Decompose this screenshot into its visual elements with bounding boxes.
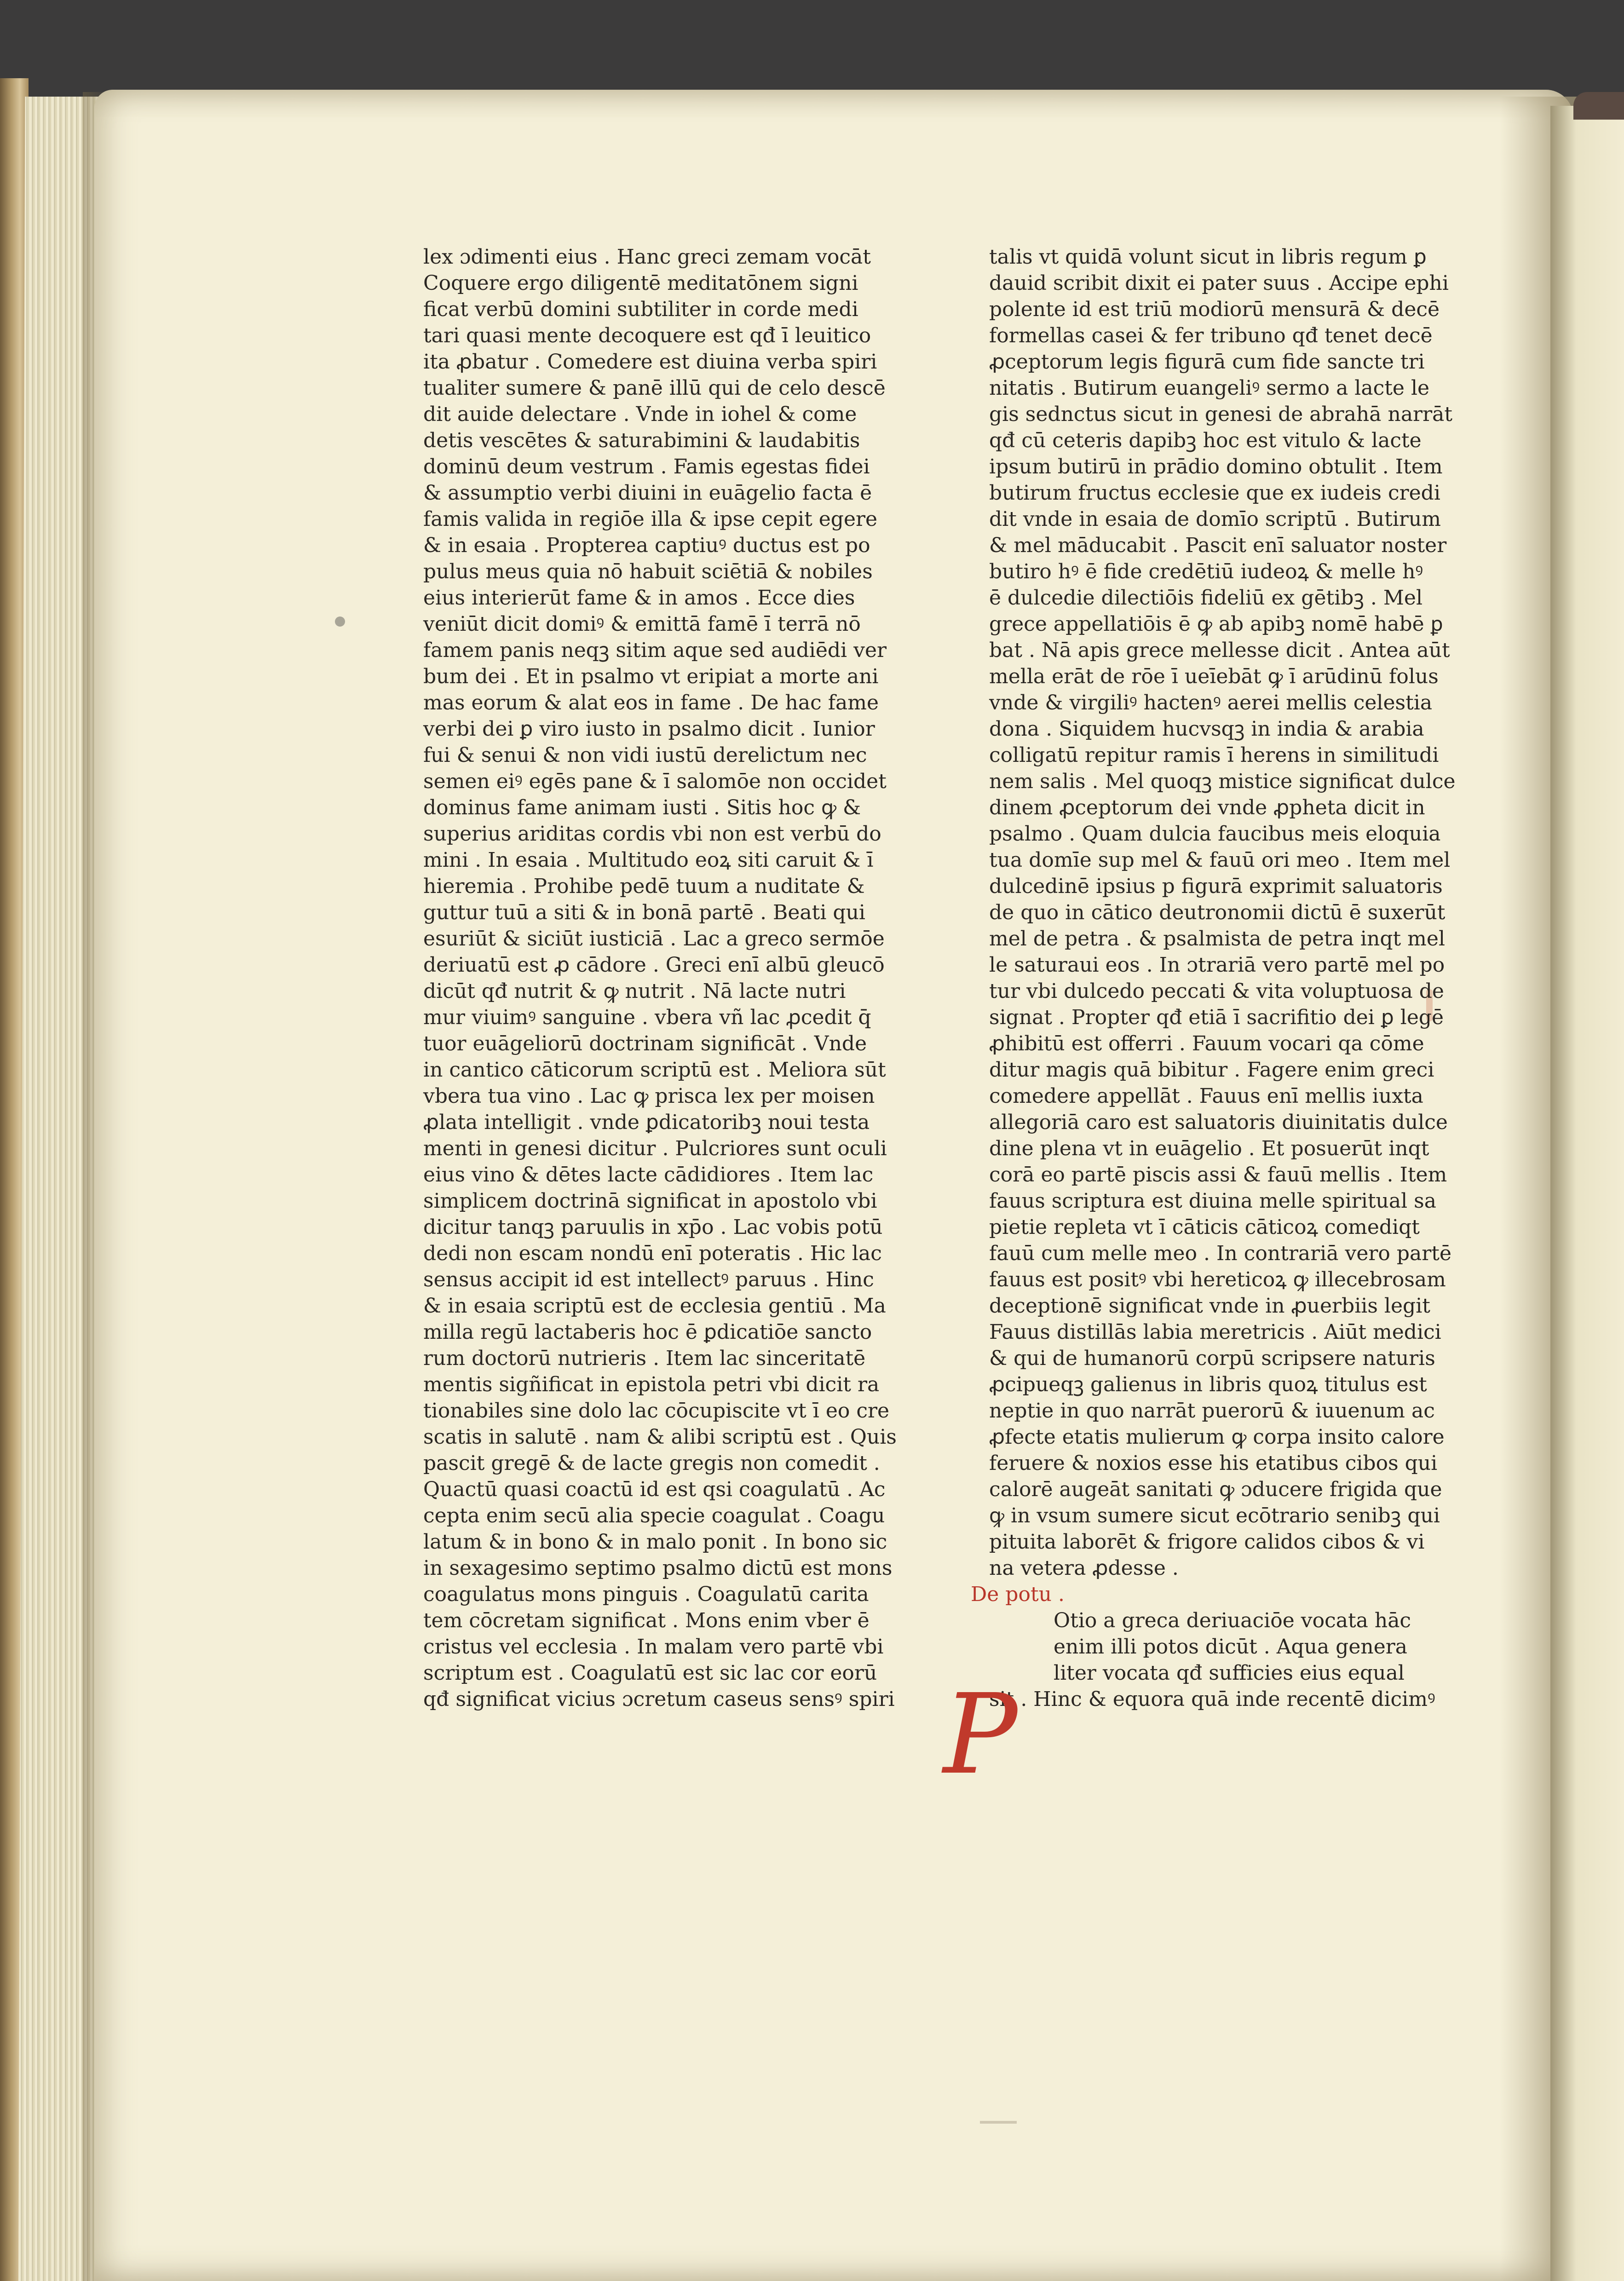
text-line: cristus vel ecclesia . In malam vero partē vbi [423,1635,884,1659]
text-line: signat . Propter qđ etiā ī sacrifitio dei ꝑ legē [989,1006,1444,1029]
text-line: dicūt qđ nutrit & ꝙ nutrit . Nā lacte nutri [423,979,846,1003]
text-line: dit auide delectare . Vnde in iohel & come [423,403,857,426]
text-line: mur viuimꝰ sanguine . vbera vñ lac ꝓcedit q̄ [423,1006,871,1029]
text-line: dedi non escam nondū enī poteratis . Hic lac [423,1242,882,1265]
text-line: neptie in quo narrāt puerorū & iuuenum ac [989,1399,1435,1423]
text-line: & in esaia scriptū est de ecclesia gentiū . Ma [423,1294,886,1318]
text-line: vnde & virgiliꝰ hactenꝰ aerei mellis celestia [989,691,1433,714]
text-line: feruere & noxios esse his etatibus cibos qui [989,1452,1438,1475]
text-line: fauus est positꝰ vbi hereticoꝝ ꝙ illecebrosam [989,1268,1446,1291]
text-line: Quactū quasi coactū id est qsi coagulatū . Ac [423,1478,886,1501]
text-line: hieremia . Prohibe pedē tuum a nuditate & [423,875,865,898]
text-line: allegoriā caro est saluatoris diuinitatis dulce [989,1111,1448,1134]
text-line: scriptum est . Coagulatū est sic lac cor eorū [423,1661,877,1685]
text-line: de quo in cātico deutronomii dictū ē suxerūt [989,901,1445,924]
text-line: eius interierūt fame & in amos . Ecce dies [423,586,855,610]
text-line: dine plena vt in euāgelio . Et posuerūt inqt [989,1137,1429,1160]
text-line: ꝓlata intelligit . vnde ꝑdicatoribꝫ noui testa [423,1111,870,1134]
text-line: deceptionē significat vnde in ꝓuerbiis legit [989,1294,1430,1318]
text-line: famem panis neqꝫ sitim aque sed audiēdi ver [423,639,887,662]
text-line: dicitur tanqꝫ paruulis in xp̄o . Lac vobis potū [423,1215,883,1239]
text-line: le saturaui eos . In ɔtrariā vero partē mel po [989,953,1445,977]
text-line: qđ significat vicius ɔcretum caseus sensꝰ spiri [423,1688,895,1711]
text-line: & mel māducabit . Pascit enī saluator noster [989,534,1447,557]
section-text-line: enim illi potos dicūt . Aqua genera [1054,1635,1408,1659]
text-line: butiro hꝰ ē fide credētiū iudeoꝝ & melle hꝰ [989,560,1423,583]
text-line: mentis sigñificat in epistola petri vbi dicit ra [423,1373,880,1396]
text-line: deriuatū est ꝓ cādore . Greci enī albū gleucō [423,953,885,977]
text-line: ꝓcipueqꝫ galienus in libris quoꝝ titulus est [989,1373,1427,1396]
text-line: mini . In esaia . Multitudo eoꝝ siti caruit & ī [423,848,874,872]
text-line: fauus scriptura est diuina melle spiritual sa [989,1189,1436,1213]
text-line: ditur magis quā bibitur . Fagere enim greci [989,1058,1434,1082]
text-line: grece appellatiōis ē ꝙ ab apibꝫ nomē habē ꝑ [989,612,1443,636]
text-line: semen eiꝰ egēs pane & ī salomōe non occidet [423,770,887,793]
text-line: fauū cum melle meo . In contrariā vero partē [989,1242,1452,1265]
text-line: psalmo . Quam dulcia faucibus meis eloquia [989,822,1441,846]
paper-blemish [335,616,345,627]
text-line: butirum fructus ecclesie que ex iudeis credi [989,481,1440,505]
section-text-line: liter vocata qđ sufficies eius equal [1054,1661,1405,1685]
text-line: & assumptio verbi diuini in euāgelio facta ē [423,481,872,505]
text-line: tuor euāgeliorū doctrinam significāt . Vnde [423,1032,867,1055]
text-line: calorē augeāt sanitati ꝙ ɔducere frigida que [989,1478,1442,1501]
text-line: latum & in bono & in malo ponit . In bono sic [423,1530,887,1554]
text-line: ꝙ in vsum sumere sicut ecōtrario senibꝫ qui [989,1504,1440,1527]
text-line: gis sednctus sicut in genesi de abrahā narrāt [989,403,1453,426]
text-line: sensus accipit id est intellectꝰ paruus . Hinc [423,1268,874,1291]
drop-initial: P [943,1670,1018,1799]
text-line: nem salis . Mel quoqꝫ mistice significat dulce [989,770,1456,793]
text-line: ꝓhibitū est offerri . Fauum vocari qa cōme [989,1032,1424,1055]
text-line: lex ɔdimenti eius . Hanc greci zemam vocāt [423,245,871,269]
text-line: bat . Nā apis grece mellesse dicit . Antea aūt [989,639,1450,662]
text-line: guttur tuū a siti & in bonā partē . Beati qui [423,901,865,924]
text-line: scatis in salutē . nam & alibi scriptū est . Quis [423,1425,897,1449]
facing-page-corner [1573,92,1624,120]
text-column-left [423,244,897,1712]
text-line: tem cōcretam significat . Mons enim vber ē [423,1609,870,1632]
text-line: pulus meus quia nō habuit sciētiā & nobiles [423,560,873,583]
text-line: esuriūt & siciūt iusticiā . Lac a greco sermōe [423,927,885,950]
text-line: na vetera ꝓdesse . [989,1556,1179,1580]
text-line: famis valida in regiōe illa & ipse cepit egere [423,507,878,531]
text-line: dinem ꝓceptorum dei vnde ꝓpheta dicit in [989,796,1425,819]
text-line: fui & senui & non vidi iustū derelictum nec [423,743,867,767]
text-line: tua domīe sup mel & fauū ori meo . Item mel [989,848,1451,872]
text-line: eius vino & dētes lacte cādidiores . Item lac [423,1163,874,1187]
text-line: mel de petra . & psalmista de petra inqt mel [989,927,1445,950]
text-line: ē dulcedie dilectiōis fideliū ex gētibꝫ . Mel [989,586,1423,610]
text-line: comedere appellāt . Fauus enī mellis iuxta [989,1084,1423,1108]
text-line: milla regū lactaberis hoc ē ꝑdicatiōe sancto [423,1320,872,1344]
text-line: dominus fame animam iusti . Sitis hoc ꝙ & [423,796,861,819]
text-line: qđ cū ceteris dapibꝫ hoc est vitulo & lacte [989,429,1422,452]
text-line: tionabiles sine dolo lac cōcupiscite vt ī eo cre [423,1399,890,1423]
text-line: nitatis . Butirum euangeliꝰ sermo a lacte le [989,376,1430,400]
text-line: polente id est triū modiorū mensurā & decē [989,298,1440,321]
text-line: veniūt dicit domiꝰ & emittā famē ī terrā nō [423,612,861,636]
text-line: tur vbi dulcedo peccati & vita voluptuosa de [989,979,1444,1003]
text-line: in sexagesimo septimo psalmo dictū est mons [423,1556,893,1580]
text-line: corā eo partē piscis assi & fauū mellis . Item [989,1163,1447,1187]
text-line: ita ꝓbatur . Comedere est diuina verba spiri [423,350,877,374]
section-text-line: Otio a greca deriuaciōe vocata hāc [1054,1609,1411,1632]
section-heading: De potu . [971,1583,1065,1606]
text-line: tari quasi mente decoquere est qđ ī leuitico [423,324,871,347]
text-line: pascit gregē & de lacte gregis non comedit . [423,1452,880,1475]
section-text-line: sit . Hinc & equora quā inde recentē dicimꝰ [989,1688,1435,1711]
text-column-right [971,244,1456,1712]
text-line: superius ariditas cordis vbi non est verbū do [423,822,881,846]
text-line: ipsum butirū in prādio domino obtulit . Item [989,455,1443,478]
text-line: & in esaia . Propterea captiuꝰ ductus est po [423,534,870,557]
text-line: mas eorum & alat eos in fame . De hac fame [423,691,879,714]
text-line: Fauus distillās labia meretricis . Aiūt medici [989,1320,1441,1344]
text-line: formellas casei & fer tribuno qđ tenet decē [989,324,1433,347]
text-line: cepta enim secū alia specie coagulat . Coagu [423,1504,885,1527]
text-line: Coquere ergo diligentē meditatōnem signi [423,271,858,295]
text-line: dulcedinē ipsius p figurā exprimit saluatoris [989,875,1443,898]
text-line: menti in genesi dicitur . Pulcriores sunt oculi [423,1137,887,1160]
text-line: talis vt quidā volunt sicut in libris regum ꝑ [989,245,1427,269]
text-line: dauid scribit dixit ei pater suus . Accipe ephi [989,271,1449,295]
text-line: detis vescētes & saturabimini & laudabitis [423,429,860,452]
text-line: tualiter sumere & panē illū qui de celo descē [423,376,886,400]
text-line: bum dei . Et in psalmo vt eripiat a morte ani [423,665,879,688]
text-line: in cantico cāticorum scriptū est . Meliora sūt [423,1058,886,1082]
text-line: ꝓfecte etatis mulierum ꝙ corpa insito calore [989,1425,1445,1449]
foot-mark [980,2121,1017,2124]
text-line: dit vnde in esaia de domīo scriptū . Butirum [989,507,1441,531]
text-line: vbera tua vino . Lac ꝙ prisca lex per moisen [423,1084,875,1108]
facing-page-edge [1550,106,1624,2281]
text-line: ꝓceptorum legis figurā cum fide sancte tri [989,350,1425,374]
text-line: coagulatus mons pinguis . Coagulatū carita [423,1583,869,1606]
text-line: & qui de humanorū corpū scripsere naturis [989,1347,1435,1370]
text-line: dominū deum vestrum . Famis egestas fidei [423,455,870,478]
text-line: colligatū repitur ramis ī herens in similitudi [989,743,1439,767]
text-line: ficat verbū domini subtiliter in corde medi [423,298,858,321]
text-line: mella erāt de rōe ī ueīebāt ꝙ ī arūdinū folus [989,665,1439,688]
text-line: dona . Siquidem hucvsqꝫ in india & arabia [989,717,1424,741]
text-line: rum doctorū nutrieris . Item lac sinceritatē [423,1347,866,1370]
text-line: pietie repleta vt ī cāticis cāticoꝝ comediqt [989,1215,1420,1239]
text-line: simplicem doctrinā significat in apostolo vbi [423,1189,877,1213]
text-line: verbi dei ꝑ viro iusto in psalmo dicit . Iunior [423,717,875,741]
text-line: pituita laborēt & frigore calidos cibos & vi [989,1530,1425,1554]
